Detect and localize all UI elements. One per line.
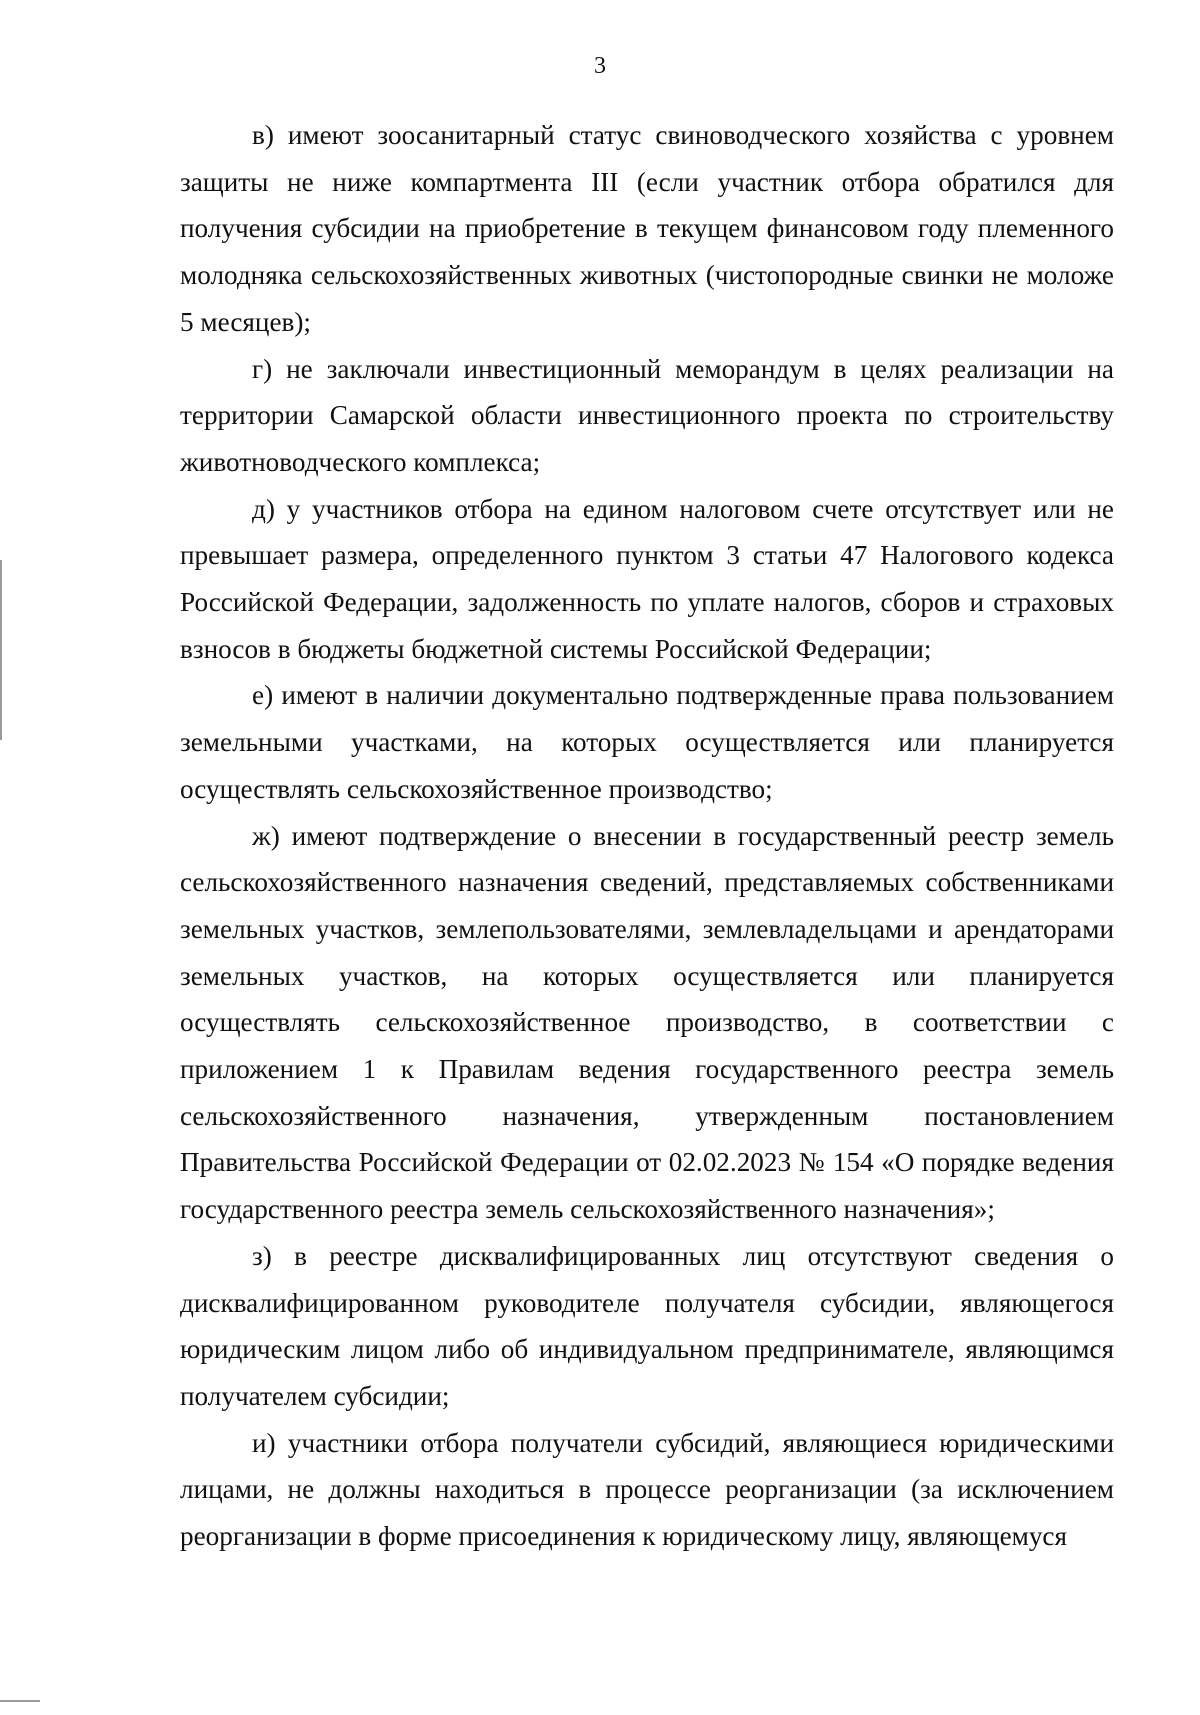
paragraph-z: з) в реестре дисквалифицированных лиц отсутствуют сведения о дисквалифицированном руководителе получателя субсидии, являющегося юридическим лицом либо об индивидуальном предпринимателе, являющимся получателем субсидии; [180,1240,1114,1411]
paragraph-i: и) участники отбора получатели субсидий, являющиеся юридическими лицами, не должны находиться в процессе реорганизации (за исключением реорганизации в форме присоединения к юридическому лицу, являющемуся [180,1427,1114,1552]
document-body [180,112,1114,1560]
paragraph-zh: ж) имеют подтверждение о внесении в государственный реестр земель сельскохозяйственного назначения сведений, представляемых собственниками земельных участков, землепользователями, землевладельцами и арендаторами земельных участков, на которых осуществляется или планируется осуществлять сельскохозяйственное производство, в соответствии с приложением 1 к Правилам ведения государственного реестра земель сельскохозяйственного назначения, утвержденным постановлением Правительства Российской Федерации от 02.02.2023 № 154 «О порядке ведения государственного реестра земель сельскохозяйственного назначения»; [180,820,1114,1225]
paragraph-v: в) имеют зоосанитарный статус свиноводческого хозяйства с уровнем защиты не ниже компартмента III (если участник отбора обратился для получения субсидии на приобретение в текущем финансовом году племенного молодняка сельскохозяйственных животных (чистопородные свинки не моложе 5 месяцев); [180,120,1114,337]
page-number: 3 [594,53,606,79]
paragraph-g: г) не заключали инвестиционный меморандум в целях реализации на территории Самарской области инвестиционного проекта по строительству животноводческого комплекса; [180,353,1114,477]
paragraph-e: е) имеют в наличии документально подтвержденные права пользованием земельными участками, на которых осуществляется или планируется осуществлять сельскохозяйственное производство; [180,680,1114,804]
scan-edge-mark [0,560,2,740]
paragraph-d: д) у участников отбора на едином налоговом счете отсутствует или не превышает размера, определенного пунктом 3 статьи 47 Налогового кодекса Российской Федерации, задолженность по уплате налогов, сборов и страховых взносов в бюджеты бюджетной системы Российской Федерации; [180,493,1114,664]
scan-edge-mark-bottom [0,1700,40,1702]
